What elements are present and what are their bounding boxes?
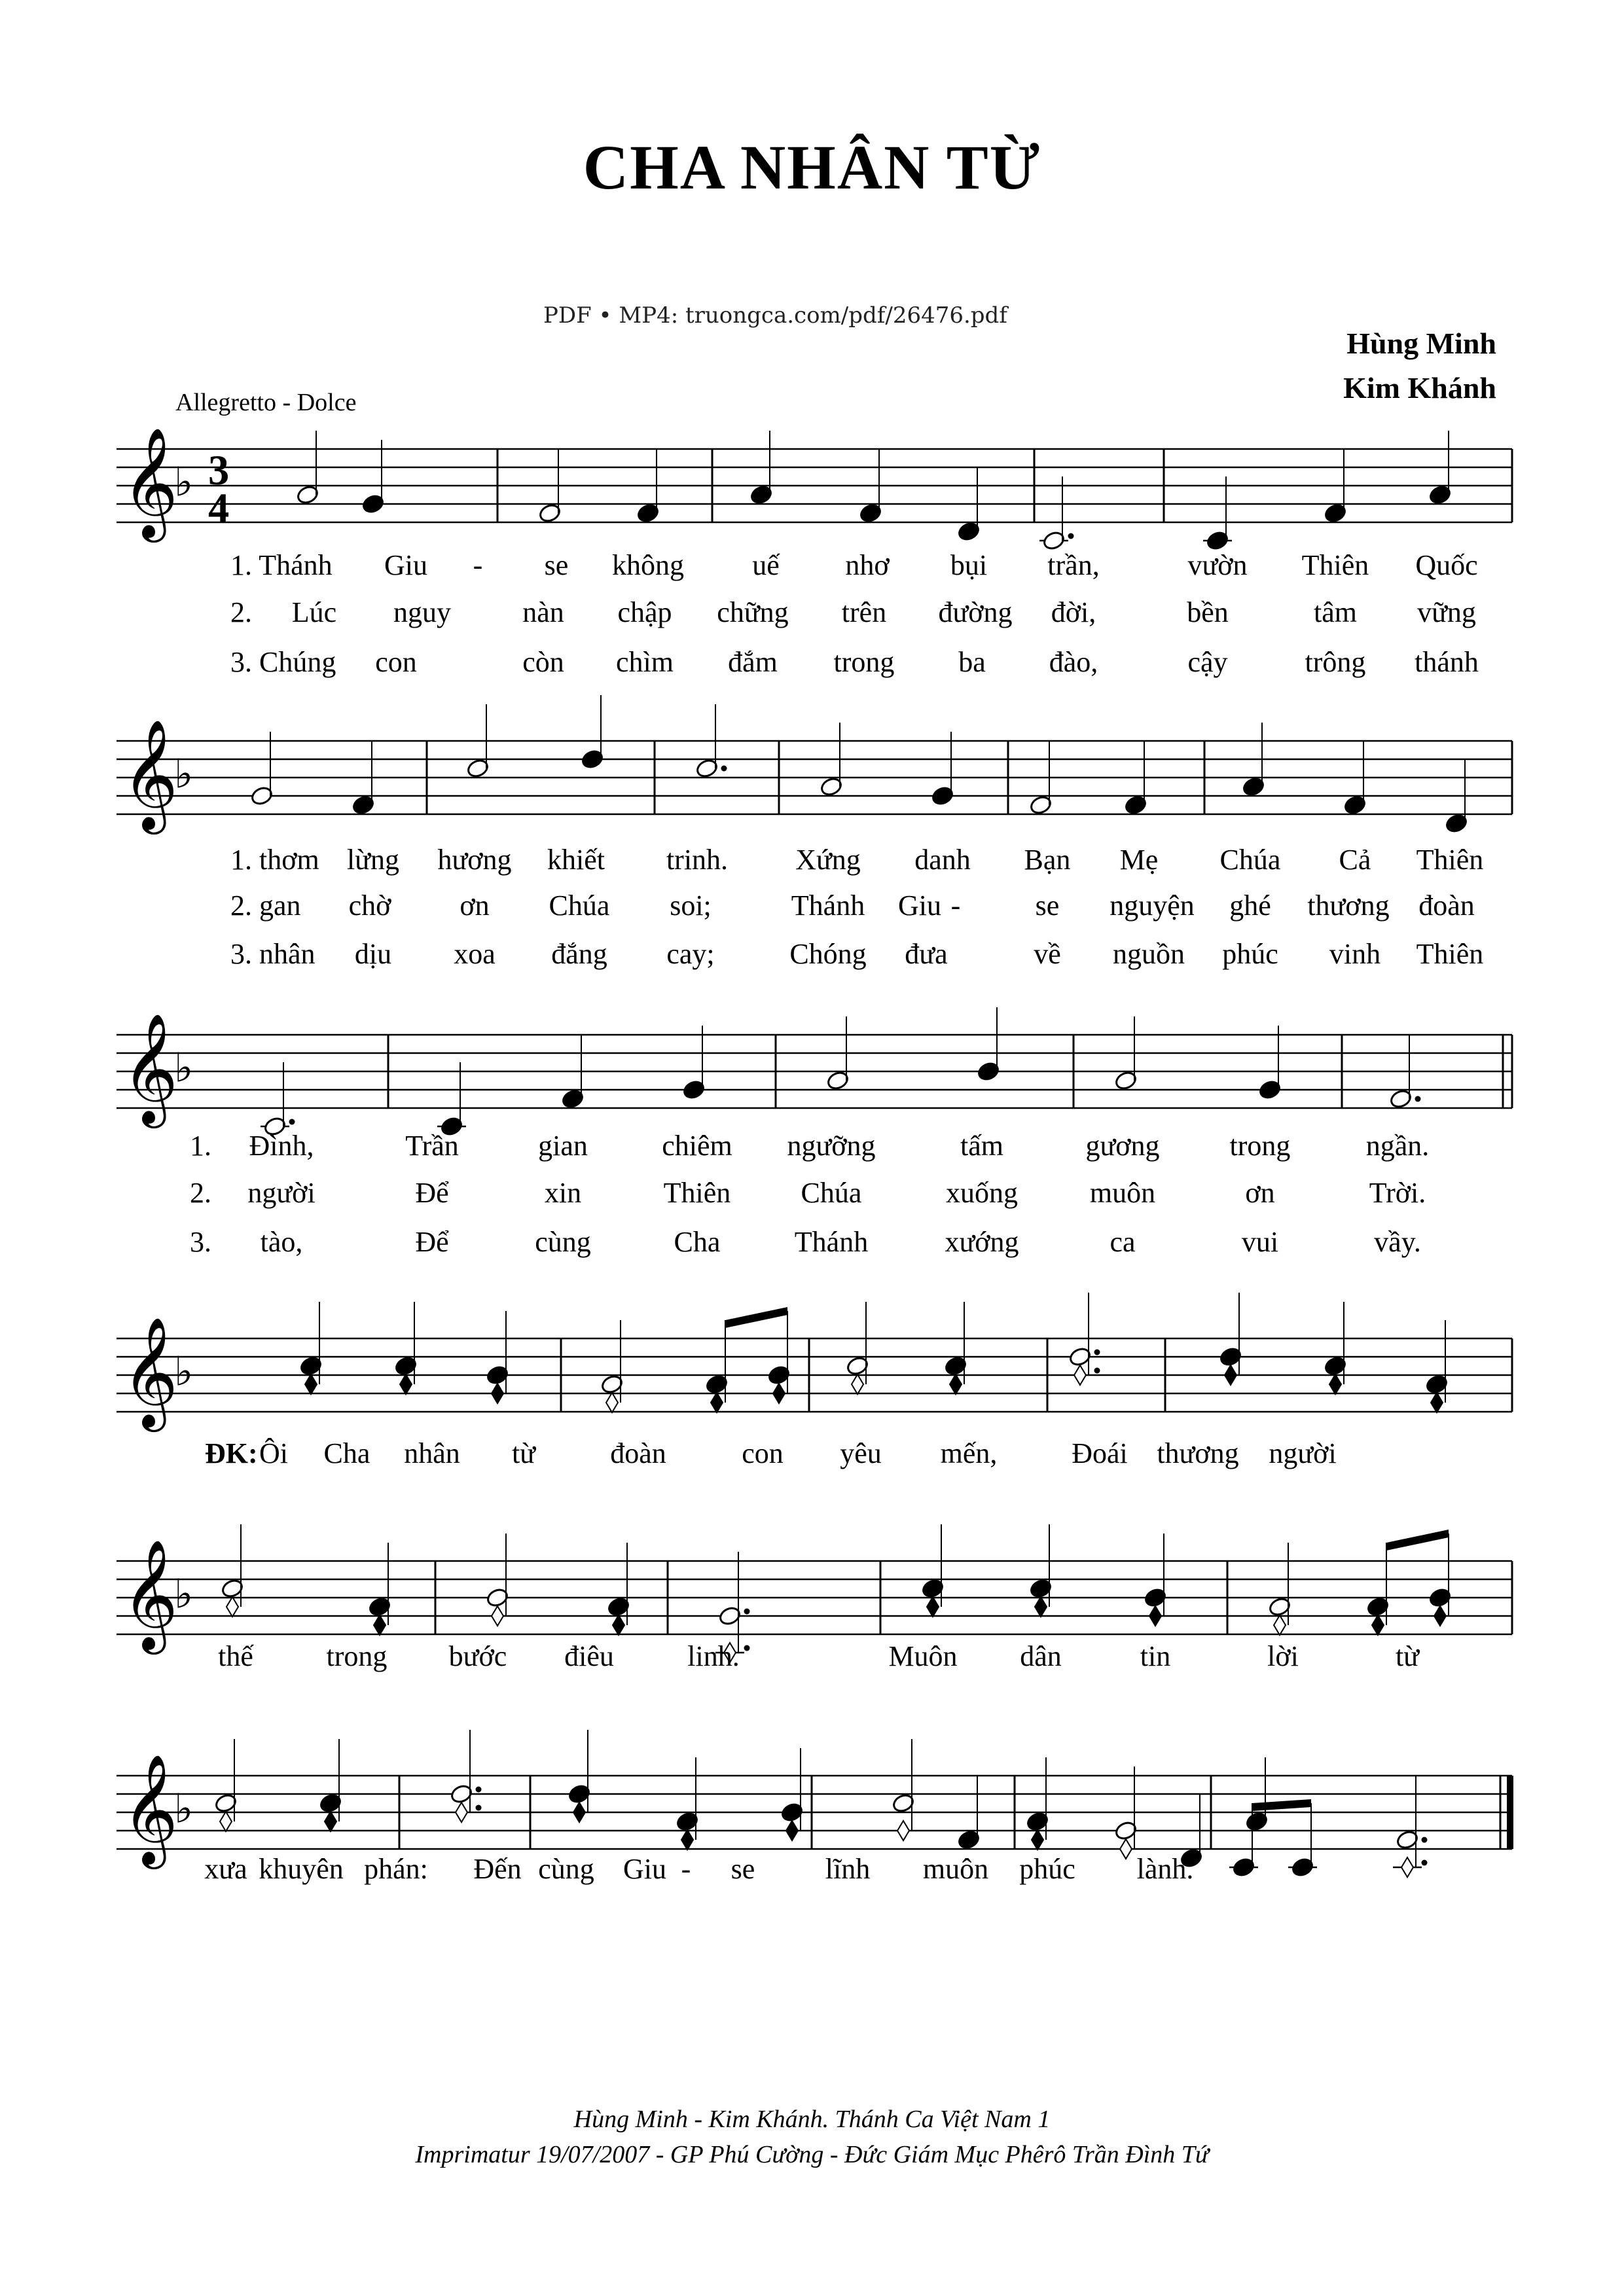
lyric-syllable: bụi: [950, 549, 988, 581]
lyric-syllable: nhân: [404, 1437, 460, 1469]
note: [607, 1543, 630, 1635]
lyric-syllable: Xứng: [795, 844, 861, 876]
lyric-syllable: trong: [833, 646, 895, 678]
lyric-syllable: tâm: [1314, 596, 1357, 628]
lyric-syllable: cùng: [535, 1226, 591, 1258]
lyric-syllable: đường: [938, 596, 1013, 628]
lyric-syllable: người: [1269, 1437, 1337, 1469]
lyric-syllable: 2.: [230, 596, 252, 628]
note: [261, 1062, 295, 1137]
lyric-syllable: Chúa: [801, 1177, 862, 1209]
svg-text:4: 4: [208, 485, 230, 531]
lyric-syllable: phúc: [1019, 1853, 1075, 1885]
lyric-syllable: -: [681, 1853, 691, 1885]
lyric-syllable: trên: [841, 596, 887, 628]
lyric-syllable: chững: [717, 596, 789, 628]
footer-credit: Hùng Minh - Kim Khánh. Thánh Ca Việt Nam 1: [573, 2106, 1051, 2133]
lyric-syllable: lừng: [346, 844, 400, 876]
lyric-syllable: danh: [914, 844, 971, 876]
note: [676, 1757, 699, 1850]
lyric-line-2-1: [0, 843, 1624, 882]
lyric-syllable: lành.: [1136, 1853, 1194, 1885]
svg-text:3: 3: [208, 447, 230, 493]
lyric-syllable: tào,: [260, 1226, 303, 1258]
lyric-syllable: hương: [437, 844, 512, 876]
treble-clef-icon: 𝄞: [122, 1316, 179, 1427]
key-flat-icon: ♭: [174, 1348, 194, 1395]
tempo-marking: Allegretto - Dolce: [175, 389, 357, 416]
lyric-syllable: ơn: [1245, 1177, 1275, 1209]
lyric-syllable: uế: [752, 549, 780, 581]
note: [394, 1302, 418, 1394]
staff: [0, 1316, 1624, 1427]
lyric-syllable: nguy: [393, 596, 451, 628]
lyric-syllable: Muôn: [888, 1640, 958, 1672]
lyric-syllable: Cha: [674, 1226, 721, 1258]
note: [221, 1524, 244, 1617]
lyric-syllable: con: [375, 646, 417, 678]
lyric-syllable: Thiên: [1301, 549, 1369, 581]
key-flat-icon: ♭: [174, 1785, 194, 1833]
lyric-line-3-3: [0, 1225, 1624, 1265]
lyric-syllable: trông: [1305, 646, 1366, 678]
lyric-syllable: yêu: [840, 1437, 882, 1469]
lyric-syllable: xin: [544, 1177, 582, 1209]
treble-clef-icon: 𝄞: [122, 427, 179, 538]
lyric-syllable: thương: [1157, 1437, 1239, 1469]
note: [944, 1302, 967, 1394]
lyric-syllable: 3.: [190, 1226, 211, 1258]
lyric-syllable: nguồn: [1113, 938, 1185, 970]
refrain-label: ĐK:: [205, 1437, 258, 1469]
lyric-syllable: điêu: [564, 1640, 614, 1672]
lyric-syllable: -: [473, 549, 483, 581]
lyric-syllable: soi;: [670, 889, 712, 922]
lyric-syllable: cậy: [1187, 646, 1228, 678]
lyric-syllable: Giu: [384, 549, 427, 581]
note: [1029, 1524, 1053, 1617]
page-title: CHA NHÂN TỪ: [583, 132, 1041, 202]
lyric-syllable: từ: [511, 1437, 536, 1469]
lyric-syllable: se: [731, 1853, 755, 1885]
key-flat-icon: ♭: [174, 458, 194, 506]
lyric-syllable: Ôi: [259, 1437, 288, 1469]
footer-imprimatur: Imprimatur 19/07/2007 - GP Phú Cường - Đức Giám Mục Phêrô Trần Đình Tứ: [415, 2141, 1209, 2168]
note: [1203, 476, 1232, 551]
lyric-syllable: Mẹ: [1119, 844, 1159, 876]
lyric-syllable: lĩnh: [825, 1853, 871, 1885]
lyric-syllable: chiêm: [662, 1130, 732, 1162]
note: [299, 1302, 323, 1394]
key-flat-icon: ♭: [174, 1570, 194, 1618]
lyric-syllable: đoàn: [610, 1437, 666, 1469]
note: [361, 440, 385, 514]
note: [1366, 1543, 1390, 1635]
note: [1258, 1026, 1282, 1100]
lyric-syllable: phúc: [1222, 938, 1278, 970]
lyric-syllable: xướng: [945, 1226, 1019, 1258]
lyric-line-5-1: [0, 1640, 1624, 1679]
lyric-syllable: xuống: [946, 1177, 1018, 1209]
lyric-syllable: Thánh: [791, 889, 865, 922]
lyric-syllable: Giu: [623, 1853, 666, 1885]
lyric-syllable: gương: [1085, 1130, 1160, 1162]
lyric-syllable: ba: [958, 646, 986, 678]
lyric-syllable: xưa: [204, 1853, 247, 1885]
lyric-syllable: nhơ: [845, 549, 890, 581]
lyric-syllable: đào,: [1049, 646, 1098, 678]
lyric-syllable: Để: [415, 1177, 449, 1209]
lyric-syllable: ngần.: [1365, 1130, 1430, 1162]
lyric-syllable: Trần: [405, 1130, 459, 1162]
note: [682, 1026, 706, 1100]
treble-clef-icon: 𝄞: [122, 1539, 179, 1650]
lyric-syllable: khiết: [547, 844, 605, 876]
lyric-syllable: se: [1035, 889, 1060, 922]
lyric-line-2-2: [0, 889, 1624, 928]
note: [892, 1739, 915, 1840]
lyric-syllable: trong: [326, 1640, 388, 1672]
lyric-syllable: còn: [522, 646, 564, 678]
lyric-line-3-1: [0, 1129, 1624, 1168]
lyric-syllable: ghé: [1229, 889, 1271, 922]
lyric-syllable: chìm: [616, 646, 674, 678]
lyric-syllable: cay;: [666, 938, 715, 970]
note: [977, 1007, 1000, 1082]
lyric-syllable: cùng: [538, 1853, 594, 1885]
lyric-syllable: -: [950, 889, 961, 922]
lyric-line-4-1: [0, 1437, 1624, 1476]
lyric-syllable: tấm: [960, 1130, 1003, 1162]
lyric-line-1-3: [0, 645, 1624, 685]
lyric-syllable: Chúa: [549, 889, 610, 922]
lyric-syllable: chờ: [348, 889, 391, 922]
lyric-syllable: 2.: [190, 1177, 211, 1209]
lyric-line-1-1: [0, 548, 1624, 588]
lyric-line-6-1: [0, 1852, 1624, 1892]
lyric-syllable: 2. gan: [230, 889, 301, 922]
lyric-syllable: Thiên: [663, 1177, 731, 1209]
lyric-syllable: mến,: [940, 1437, 998, 1469]
lyric-syllable: đưa: [905, 938, 948, 970]
note: [1268, 1543, 1291, 1635]
note: [921, 1524, 945, 1617]
lyric-syllable: bước: [448, 1640, 507, 1672]
lyric-syllable: Thánh: [794, 1226, 869, 1258]
lyric-syllable: Bạn: [1024, 844, 1071, 876]
lyric-syllable: ca: [1110, 1226, 1136, 1258]
lyric-syllable: Đến: [473, 1853, 522, 1885]
lyric-syllable: thế: [218, 1640, 253, 1672]
lyric-syllable: Đình,: [249, 1130, 314, 1162]
staff: [0, 1753, 1624, 1865]
lyric-syllable: xoa: [454, 938, 496, 970]
lyric-syllable: dịu: [354, 938, 392, 970]
lyric-syllable: người: [247, 1177, 316, 1209]
lyric-syllable: gian: [538, 1130, 588, 1162]
treble-clef-icon: 𝄞: [122, 719, 179, 830]
lyric-syllable: dân: [1020, 1640, 1062, 1672]
staff: [0, 1539, 1624, 1650]
lyric-syllable: về: [1034, 938, 1061, 970]
composer-1: Hùng Minh: [1346, 327, 1496, 360]
lyric-syllable: Lúc: [291, 596, 337, 628]
lyric-syllable: lời: [1267, 1640, 1299, 1672]
lyric-syllable: Để: [415, 1226, 449, 1258]
note: [319, 1739, 342, 1831]
lyric-syllable: từ: [1395, 1640, 1420, 1672]
lyric-syllable: thương: [1307, 889, 1390, 922]
lyric-syllable: Chúa: [1219, 844, 1281, 876]
lyric-syllable: Chóng: [789, 938, 867, 970]
lyric-syllable: Thiên: [1416, 844, 1484, 876]
lyric-syllable: ơn: [460, 889, 490, 922]
treble-clef-icon: 𝄞: [122, 1753, 179, 1865]
lyric-syllable: chập: [617, 596, 672, 628]
lyric-syllable: Cả: [1339, 844, 1371, 876]
lyric-line-2-3: [0, 937, 1624, 977]
lyric-syllable: linh.: [687, 1640, 740, 1672]
source-link[interactable]: PDF • MP4: truongca.com/pdf/26476.pdf: [543, 302, 1007, 329]
lyric-syllable: vững: [1417, 596, 1476, 628]
lyric-syllable: Đoái: [1072, 1437, 1128, 1469]
note: [931, 732, 954, 806]
treble-clef-icon: 𝄞: [122, 1013, 179, 1124]
note: [1039, 476, 1074, 551]
lyric-syllable: đời,: [1051, 596, 1096, 628]
note: [581, 695, 604, 770]
lyric-syllable: trong: [1229, 1130, 1291, 1162]
composer-2: Kim Khánh: [1343, 371, 1496, 404]
note: [368, 1543, 391, 1635]
lyric-syllable: trần,: [1047, 549, 1100, 581]
lyric-syllable: Trời.: [1369, 1177, 1426, 1209]
note: [250, 732, 274, 806]
lyric-syllable: khuyên: [259, 1853, 344, 1885]
staff: [0, 427, 1624, 538]
lyric-syllable: muôn: [922, 1853, 989, 1885]
lyric-syllable: con: [742, 1437, 784, 1469]
lyric-syllable: thánh: [1415, 646, 1479, 678]
note: [437, 1062, 466, 1137]
lyric-syllable: Cha: [323, 1437, 370, 1469]
lyric-syllable: Quốc: [1415, 549, 1478, 581]
lyric-syllable: ngưỡng: [787, 1130, 876, 1162]
lyric-syllable: đắm: [728, 646, 778, 678]
lyric-syllable: Thiên: [1416, 938, 1484, 970]
lyric-syllable: vinh: [1329, 938, 1381, 970]
note: [1026, 1757, 1049, 1850]
lyric-syllable: vầy.: [1374, 1226, 1421, 1258]
lyric-syllable: nàn: [522, 596, 564, 628]
lyric-syllable: vườn: [1187, 549, 1248, 581]
staff: [0, 719, 1624, 830]
staff: [0, 1013, 1624, 1124]
note: [846, 1302, 869, 1394]
key-flat-icon: ♭: [174, 1044, 194, 1092]
lyric-syllable: đoàn: [1418, 889, 1475, 922]
lyric-syllable: 3. nhân: [230, 938, 316, 970]
lyric-syllable: nguyện: [1110, 889, 1195, 922]
lyric-syllable: 1.: [190, 1130, 211, 1162]
key-flat-icon: ♭: [174, 750, 194, 798]
lyric-syllable: vui: [1241, 1226, 1279, 1258]
lyric-syllable: Giu: [898, 889, 941, 922]
note: [600, 1320, 624, 1412]
lyric-syllable: không: [612, 549, 684, 581]
lyric-syllable: bền: [1187, 596, 1229, 628]
note: [214, 1739, 238, 1831]
note: [1425, 1320, 1449, 1412]
lyric-syllable: phán:: [364, 1853, 428, 1885]
note: [705, 1320, 729, 1412]
lyric-syllable: tin: [1140, 1640, 1171, 1672]
lyric-line-3-2: [0, 1176, 1624, 1215]
lyric-syllable: muôn: [1089, 1177, 1156, 1209]
lyric-syllable: đắng: [551, 938, 607, 970]
lyric-syllable: 3. Chúng: [230, 646, 336, 678]
lyric-line-1-2: [0, 596, 1624, 635]
lyric-syllable: trinh.: [666, 844, 729, 876]
lyric-syllable: 1. thơm: [230, 844, 319, 876]
lyric-syllable: 1. Thánh: [230, 549, 333, 581]
note: [1324, 1302, 1347, 1394]
lyric-syllable: se: [544, 549, 569, 581]
